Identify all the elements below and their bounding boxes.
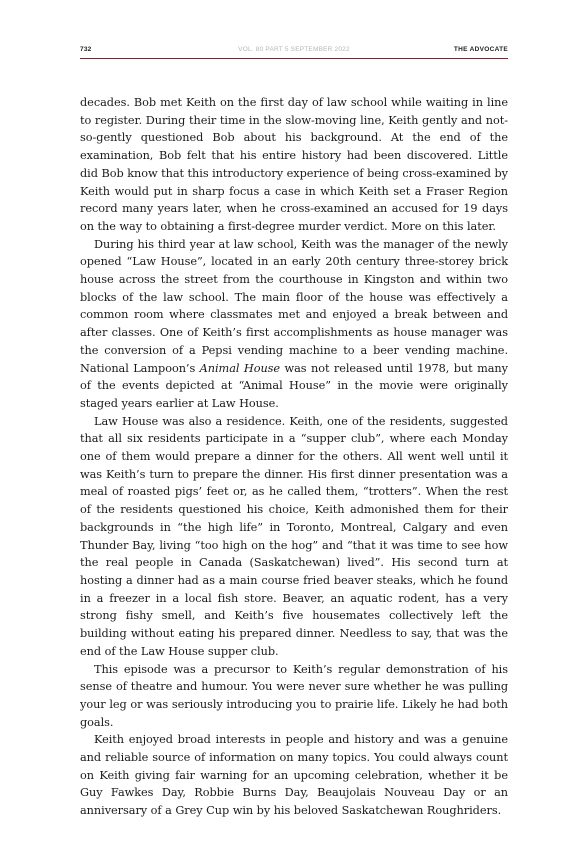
- paragraph-5: Keith enjoyed broad interests in people and history and was a genuine and reliable source of information on many topics. You could always count on Keith giving fair warning for an upcoming celebration, whether it be Guy Fawkes Day, Robbie Burns Day, Beaujolais Nouveau Day or an anniversary of a Grey Cup win by his beloved Saskatchewan Roughriders.: [80, 733, 508, 818]
- header-rule: [80, 58, 508, 59]
- paragraph-4: This episode was a precursor to Keith’s regular demonstration of his sense of theatre and humour. You were never sure whether he was pulling your leg or was seriously introducing you to prairie life. Likely he had both goals.: [80, 662, 508, 729]
- film-title-italic: Animal House: [199, 361, 281, 375]
- paragraph-2-text-after: was not released until 1978, but many of the events depicted at “Animal House” in the movie were originally staged years earlier at Law House.: [80, 361, 508, 410]
- page-number: 732: [80, 46, 92, 53]
- paragraph-2-text-before: During his third year at law school, Keith was the manager of the newly opened “Law House”, located in an early 20th century three-storey brick house across the street from the courthouse in Kingston and within two blocks of the law school. The main floor of the house was effectively a common room where classmates met and enjoyed a break between and after classes. One of Keith’s first accomplishments as house manager was the conversion of a Pepsi vending machine to a beer vending machine. National Lampoon’s: [80, 237, 508, 375]
- paragraph-3: Law House was also a residence. Keith, one of the residents, suggested that all six residents participate in a “supper club”, where each Monday one of them would prepare a dinner for the others. All went well until it was Keith’s turn to prepare the dinner. His first dinner presentation was a meal of roasted pigs’ feet or, as he called them, “trotters”. When the rest of the residents questioned his choice, Keith admonished them for their backgrounds in “the high life” in Toronto, Montreal, Calgary and even Thunder Bay, living “too high on the hog” and “that it was time to see how the real people in Canada (Saskatchewan) lived”. His second turn at hosting a dinner had as a main course fried beaver steaks, which he found in a freezer in a local fish store. Beaver, an aquatic rodent, has a very strong fishy smell, and Keith’s five housemates collectively left the building without eating his prepared dinner. Needless to say, that was the end of the Law House supper club.: [80, 414, 508, 658]
- article-body: [80, 94, 508, 820]
- paragraph-2: [80, 236, 508, 413]
- paragraph-1: decades. Bob met Keith on the first day of law school while waiting in line to register. During their time in the slow-moving line, Keith gently and not-so-gently questioned Bob about his background. At the end of the examination, Bob felt that his entire history had been discovered. Little did Bob know that this introductory experience of being cross-examined by Keith would put in sharp focus a case in which Keith set a Fraser Region record many years later, when he cross-examined an accused for 19 days on the way to obtaining a first-degree murder verdict. More on this later.: [80, 96, 509, 233]
- journal-title: THE ADVOCATE: [453, 46, 508, 53]
- volume-info: VOL. 80 PART 5 SEPTEMBER 2022: [238, 46, 350, 53]
